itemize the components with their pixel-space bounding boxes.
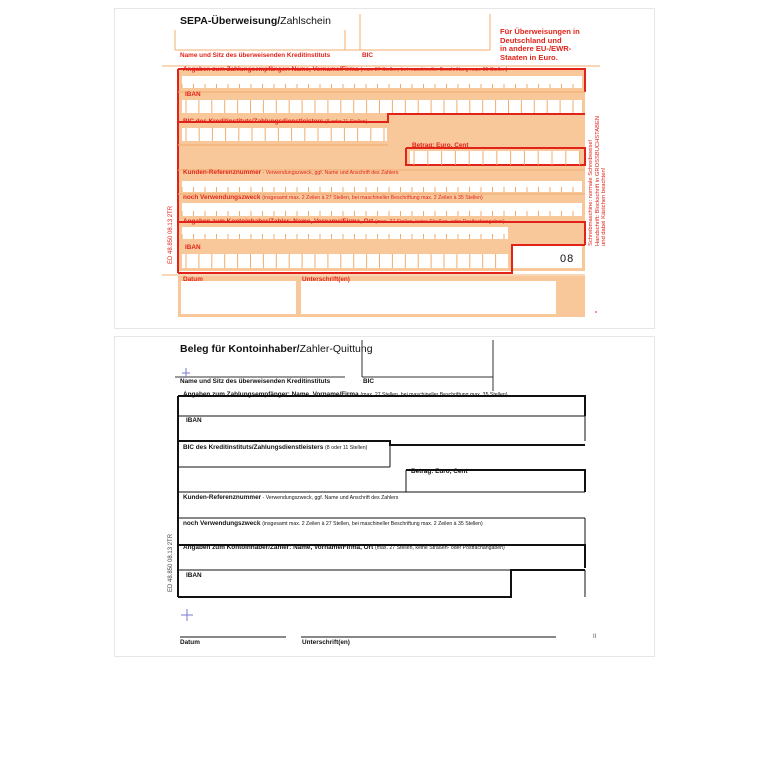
bottom-purpose-label: noch Verwendungszweck (insgesamt max. 2 Zeilen à 27 Stellen, bei maschineller Beschriftung max. 2 Zeilen à 35 Stellen) — [183, 520, 483, 527]
bottom-form-title: Beleg für Kontoinhaber/Zahler-Quittung — [180, 343, 373, 355]
top-form-title: SEPA-Überweisung/Zahlschein — [180, 15, 331, 27]
bottom-date-label: Datum — [180, 639, 200, 646]
bottom-payee-label: Angaben zum Zahlungsempfänger: Name, Vorname/Firma (max. 27 Stellen, bei maschineller Beschriftung max. 35 Stellen) — [183, 391, 508, 398]
top-signature-label: Unterschrift(en) — [302, 276, 350, 283]
bottom-bic-inst-label: BIC des Kreditinstituts/Zahlungsdienstleisters (8 oder 11 Stellen) — [183, 444, 368, 451]
bottom-corner-mark: II — [593, 634, 597, 640]
bottom-amount-label: Betrag: Euro, Cent — [411, 468, 468, 475]
bottom-side-code: ED 48.850 08.13 2TR — [168, 533, 174, 592]
top-bic-label: BIC — [362, 52, 374, 59]
bottom-bic-label: BIC — [363, 378, 375, 385]
top-bic-inst-label: BIC des Kreditinstituts/Zahlungsdienstleisters (8 oder 11 Stellen) — [183, 118, 368, 125]
top-side-note: Schreibmaschine: normale Schreibweise! Handschrift: Blockschrift in GROSSBUCHSTABEN und dabei Kästchen beachten! — [588, 115, 607, 246]
bottom-payer-label: Angaben zum Kontoinhaber/Zahler: Name, Vorname/Firma, Ort (max. 27 Stellen, keine Straßen- oder Postfachangaben) — [183, 544, 505, 551]
top-payer-label: Angaben zum Kontoinhaber/Zahler: Name, Vorname/Firma, Ort (max. 27 Stellen, keine Straßen- oder Postfachangaben) — [183, 218, 505, 225]
bottom-bank-label: Name und Sitz des überweisenden Kreditinstituts — [180, 378, 331, 385]
top-ref-label: Kunden-Referenznummer - Verwendungszweck, ggf. Name und Anschrift des Zahlers — [183, 169, 399, 176]
top-purpose-label: noch Verwendungszweck (insgesamt max. 2 Zeilen à 27 Stellen, bei maschineller Beschriftung max. 2 Zeilen à 35 Stellen) — [183, 194, 483, 201]
bottom-iban-label: IBAN — [186, 417, 202, 424]
bottom-ref-label: Kunden-Referenznummer - Verwendungszweck, ggf. Name und Anschrift des Zahlers — [183, 494, 399, 501]
bottom-signature-label: Unterschrift(en) — [302, 639, 350, 646]
bottom-payer-iban-label: IBAN — [186, 572, 202, 579]
top-payee-label: Angaben zum Zahlungsempfänger: Name, Vorname/Firma (max. 27 Stellen, bei maschineller Beschriftung max. 35 Stellen) — [183, 66, 508, 73]
top-date-label: Datum — [183, 276, 203, 283]
top-iban-label: IBAN — [185, 91, 201, 98]
top-form-code: 08 — [556, 254, 578, 265]
top-side-code: ED 48.850 08.13 2TR — [168, 205, 174, 264]
top-eu-note: Für Überweisungen in Deutschland und in andere EU-/EWR- Staaten in Euro. — [500, 27, 580, 62]
top-payer-iban-label: IBAN — [185, 244, 201, 251]
top-amount-label: Betrag: Euro, Cent — [412, 142, 469, 149]
top-bank-label: Name und Sitz des überweisenden Kreditinstituts — [180, 52, 331, 59]
